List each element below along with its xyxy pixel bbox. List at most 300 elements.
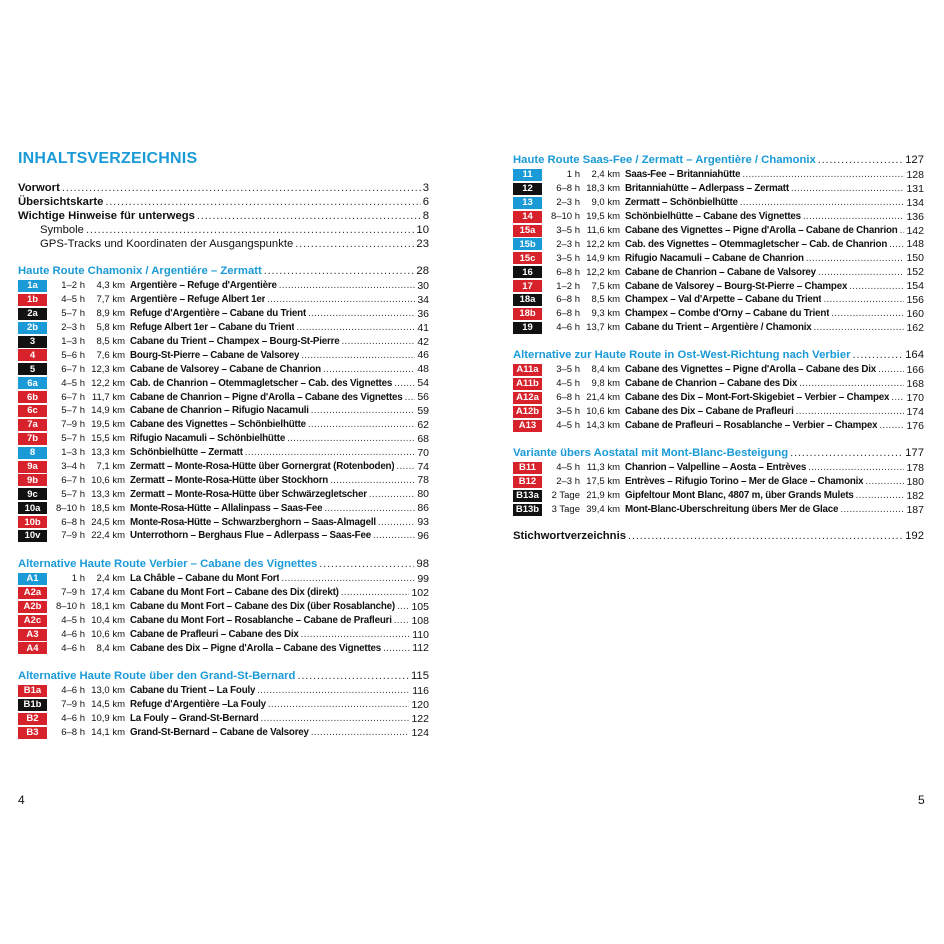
route-badge: 6b [18,391,47,403]
route-badge: 15a [513,225,542,237]
route-name: Cab. de Chanrion – Otemmagletscher – Cab. des Vignettes [130,377,393,389]
route-badge: 19 [513,322,542,334]
route-badge: 10a [18,502,47,514]
front-matter-list [18,182,429,251]
leader-dots [330,475,415,486]
route-duration: 4–6 h [61,642,85,654]
leader-dots [740,197,905,208]
route-page: 116 [412,684,429,697]
route-page: 162 [906,321,924,334]
route-badge: 18b [513,308,542,320]
route-duration: 2 Tage [551,490,580,502]
route-badge: 3 [18,336,47,348]
leader-dots [264,265,415,277]
route-page: 120 [411,698,429,711]
toc-section [513,349,924,432]
route-badge: 7a [18,419,47,431]
toc-entry[interactable] [18,182,429,196]
route-name: Unterrothorn – Berghaus Flue – Adlerpass – Saas-Fee [130,530,371,542]
section-page: 98 [416,558,429,570]
route-page: 108 [411,614,429,627]
route-badge: 13 [513,197,542,209]
route-badge: A3 [18,629,47,641]
route-distance: 7,6 km [96,349,125,361]
index-entry[interactable] [513,530,924,544]
route-row[interactable] [513,293,924,307]
route-row[interactable] [513,377,924,391]
route-row[interactable] [513,475,924,489]
route-duration: 5–7 h [61,433,85,445]
leader-dots [889,239,904,250]
route-name: La Châble – Cabane du Mont Fort [130,573,280,585]
route-page: 59 [417,404,429,417]
route-distance: 9,0 km [591,197,620,209]
route-name: Refuge d'Argentière –La Fouly [130,699,266,711]
section-heading[interactable] [18,670,429,684]
route-badge: 9a [18,461,47,473]
route-duration: 4–6 h [556,322,580,334]
section-title: Alternative Haute Route über den Grand-St-Bernard [18,670,296,682]
route-badge: 6a [18,377,47,389]
leader-dots [823,294,904,305]
page-title: INHALTSVERZEICHNIS [18,150,198,167]
route-row[interactable] [18,641,429,655]
route-name: Monte-Rosa-Hütte – Schwarzberghorn – Saas-Almagell [130,516,376,528]
leader-dots [790,447,903,459]
route-name: Cabane de Prafleuri – Rosablanche – Verbier – Champex [625,420,878,431]
route-row[interactable] [513,307,924,321]
route-page: 187 [906,503,924,516]
route-page: 110 [412,628,429,641]
leader-dots [808,462,904,473]
route-badge: B3 [18,727,47,739]
route-row[interactable] [18,362,429,376]
route-row[interactable] [513,503,924,517]
route-duration: 6–8 h [61,727,85,739]
route-badge: A1 [18,573,47,585]
route-badge: A4 [18,642,47,654]
entry-page: 10 [416,223,429,236]
route-distance: 9,3 km [591,308,620,320]
route-distance: 8,9 km [96,308,125,320]
toc-section [513,447,924,517]
route-distance: 18,5 km [91,502,125,514]
route-badge: 6c [18,405,47,417]
leader-dots [818,154,903,166]
toc-entry[interactable] [18,224,429,238]
route-distance: 10,6 km [91,629,125,640]
route-duration: 5–7 h [61,488,85,500]
route-row[interactable] [18,307,429,321]
leader-dots [628,530,903,542]
route-duration: 8–10 h [55,601,85,613]
route-row[interactable] [513,196,924,210]
route-row[interactable] [18,614,429,628]
route-row[interactable] [513,321,924,335]
route-page: 152 [906,266,924,279]
route-row[interactable] [18,321,429,335]
toc-entry[interactable] [18,196,429,210]
leader-dots [383,643,410,654]
route-distance: 12,3 km [91,363,125,375]
route-row[interactable] [18,335,429,349]
route-page: 124 [411,726,429,739]
route-duration: 5–7 h [61,405,85,417]
route-duration: 7–9 h [61,587,85,599]
route-row[interactable] [18,460,429,474]
route-row[interactable] [18,473,429,487]
route-row[interactable] [513,489,924,503]
section-page: 164 [905,349,924,361]
route-duration: 5–7 h [61,308,85,320]
toc-section [18,670,429,740]
route-row[interactable] [513,210,924,224]
route-duration: 7–9 h [61,530,85,542]
route-duration: 4–5 h [556,420,580,431]
route-name: Gipfeltour Mont Blanc, 4807 m, über Grands Mulets [625,490,854,502]
route-page: 48 [417,363,429,376]
route-row[interactable] [18,446,429,460]
route-page: 42 [417,335,429,348]
route-duration: 2–3 h [61,322,85,334]
route-row[interactable] [513,251,924,265]
section-page: 177 [905,447,924,459]
leader-dots [297,670,409,682]
route-row[interactable] [513,405,924,419]
route-name: Cabane de Chanrion – Cabane des Dix [625,378,798,390]
route-distance: 12,2 km [586,238,620,250]
route-badge: 15b [513,238,542,250]
route-distance: 8,4 km [96,642,125,654]
route-name: Cabane du Trient – La Fouly [130,685,256,697]
route-name: Zermatt – Schönbielhütte [625,197,738,209]
leader-dots [342,336,416,347]
route-page: 154 [906,280,924,293]
route-page: 74 [417,460,429,473]
leader-dots [197,210,421,222]
route-distance: 4,3 km [96,280,125,292]
route-row[interactable] [18,376,429,390]
route-name: Cabane des Vignettes – Pigne d'Arolla – Cabane de Chanrion [625,225,898,236]
route-name: Grand-St-Bernard – Cabane de Valsorey [130,727,309,739]
leader-dots [341,587,410,598]
route-badge: B1a [18,685,47,697]
section-title: Variante übers Aostatal mit Mont-Blanc-Besteigung [513,447,789,459]
route-duration: 1–3 h [61,447,85,459]
leader-dots [396,461,415,472]
leader-dots [796,406,905,417]
route-page: 34 [417,293,429,306]
route-row[interactable] [513,391,924,405]
route-row[interactable] [18,684,429,698]
route-duration: 4–5 h [61,615,85,627]
route-name: Zermatt – Monte-Rosa-Hütte über Stockhorn [130,474,329,486]
route-row[interactable] [18,293,429,307]
leader-dots [319,558,414,570]
route-distance: 10,6 km [91,474,125,486]
leader-dots [397,601,409,612]
toc-section [513,154,924,335]
route-page: 112 [412,642,429,655]
route-distance: 17,4 km [91,587,125,599]
route-row[interactable] [513,279,924,293]
leader-dots [311,727,410,738]
page-number-left: 4 [18,793,25,807]
route-duration: 4–6 h [61,629,85,640]
route-row[interactable] [513,265,924,279]
route-row[interactable] [18,487,429,501]
route-row[interactable] [18,418,429,432]
route-name: Refuge Albert 1er – Cabane du Trient [130,322,295,334]
route-row[interactable] [18,600,429,614]
route-badge: 17 [513,280,542,292]
section-heading[interactable] [18,558,429,572]
route-badge: A12a [513,392,542,404]
leader-dots [840,504,904,515]
route-page: 56 [417,391,429,404]
route-row[interactable] [513,237,924,251]
route-page: 102 [411,586,429,599]
route-page: 70 [417,446,429,459]
route-distance: 14,3 km [586,420,620,431]
entry-label: GPS-Tracks und Koordinaten der Ausgangspunkte [40,237,294,250]
route-name: Chanrion – Valpelline – Aosta – Entrèves [625,462,807,474]
route-distance: 11,3 km [586,462,620,474]
route-name: Cabane des Vignettes – Pigne d'Arolla – Cabane des Dix [625,364,877,376]
route-badge: 11 [513,169,542,181]
section-title: Haute Route Saas-Fee / Zermatt – Argentière / Chamonix [513,154,816,166]
route-name: Mont-Blanc-Überschreitung übers Mer de Glace [625,504,839,516]
route-duration: 4–5 h [556,378,580,390]
route-name: Rifugio Nacamuli – Cabane de Chanrion [625,252,804,264]
route-badge: B2 [18,713,47,725]
route-duration: 6–8 h [556,266,580,278]
route-duration: 7–9 h [61,419,85,431]
route-duration: 3–5 h [556,406,580,418]
route-badge: 7b [18,433,47,445]
route-distance: 19,5 km [586,211,620,223]
route-badge: 8 [18,447,47,459]
route-duration: 4–5 h [61,294,85,306]
section-heading[interactable] [513,154,924,168]
route-duration: 3–4 h [61,461,85,473]
route-distance: 39,4 km [586,504,620,516]
route-distance: 13,0 km [91,685,125,697]
route-badge: B13b [513,504,542,516]
leader-dots [814,322,905,333]
route-name: Saas-Fee – Britanniahütte [625,169,741,181]
route-page: 62 [417,418,429,431]
leader-dots [799,378,904,389]
route-duration: 6–7 h [61,474,85,486]
route-duration: 1 h [71,573,85,585]
leader-dots [295,238,414,250]
route-row[interactable] [18,628,429,642]
route-duration: 2–3 h [556,238,580,250]
route-badge: 12 [513,183,542,195]
route-badge: 2a [18,308,47,320]
route-distance: 18,1 km [91,601,125,613]
route-row[interactable] [18,432,429,446]
section-page: 28 [416,265,429,277]
entry-page: 6 [422,195,429,208]
route-duration: 8–10 h [55,502,85,514]
route-name: Champex – Combe d'Orny – Cabane du Trient [625,308,830,320]
route-row[interactable] [18,404,429,418]
route-badge: 9c [18,488,47,500]
route-row[interactable] [18,712,429,726]
route-page: 148 [906,238,924,251]
toc-entry[interactable] [18,238,429,252]
leader-dots [378,517,415,528]
route-badge: 10v [18,530,47,542]
route-duration: 4–6 h [61,685,85,697]
route-badge: A13 [513,420,542,432]
route-name: Rifugio Nacamuli – Schönbielhütte [130,433,286,445]
section-heading[interactable] [513,447,924,461]
route-badge: 9b [18,474,47,486]
route-duration: 5–6 h [61,349,85,361]
leader-dots [287,433,415,444]
route-row[interactable] [513,363,924,377]
route-duration: 3–5 h [556,252,580,264]
entry-label: Übersichtskarte [18,195,104,208]
leader-dots [879,420,904,431]
route-distance: 9,8 km [591,378,620,390]
route-badge: 14 [513,211,542,223]
route-page: 176 [906,419,924,432]
route-page: 99 [417,572,429,585]
route-distance: 14,1 km [91,727,125,739]
route-duration: 4–6 h [61,713,85,725]
route-name: Cabane du Mont Fort – Cabane des Dix (über Rosablanche) [130,601,395,613]
route-row[interactable] [18,726,429,740]
leader-dots [245,447,416,458]
route-badge: 2b [18,322,47,334]
section-heading[interactable] [18,265,429,279]
route-name: Monte-Rosa-Hütte – Allalinpass – Saas-Fee [130,502,323,514]
route-name: Zermatt – Monte-Rosa-Hütte über Schwärzegletscher [130,488,367,500]
leader-dots [257,685,410,696]
section-heading[interactable] [513,349,924,363]
route-page: 68 [417,432,429,445]
route-row[interactable] [18,515,429,529]
route-name: Cab. des Vignettes – Otemmagletscher – Cab. de Chanrion [625,238,888,250]
route-row[interactable] [513,182,924,196]
route-row[interactable] [18,501,429,515]
route-name: Bourg-St-Pierre – Cabane de Valsorey [130,349,300,361]
route-page: 80 [417,488,429,501]
route-distance: 13,3 km [91,447,125,459]
route-badge: 4 [18,349,47,361]
route-name: Schönbielhütte – Cabane des Vignettes [625,211,801,223]
route-page: 136 [906,210,924,223]
route-row[interactable] [513,461,924,475]
route-row[interactable] [513,168,924,182]
route-duration: 1–2 h [61,280,85,292]
route-page: 105 [411,600,429,613]
leader-dots [308,308,415,319]
route-row[interactable] [513,419,924,433]
leader-dots [369,489,416,500]
route-distance: 8,5 km [591,294,620,306]
leader-dots [308,419,415,430]
route-distance: 10,6 km [586,406,620,418]
route-distance: 14,9 km [586,252,620,264]
route-badge: 10b [18,516,47,528]
route-duration: 6–7 h [61,363,85,375]
route-badge: 16 [513,266,542,278]
route-row[interactable] [18,586,429,600]
route-row[interactable] [18,572,429,586]
route-row[interactable] [18,348,429,362]
route-badge: A11a [513,364,542,376]
route-badge: A2b [18,601,47,613]
route-name: Cabane de Chanrion – Pigne d'Arolla – Cabane des Vignettes [130,391,403,403]
route-distance: 8,5 km [96,336,125,347]
leader-dots [296,322,415,333]
route-distance: 13,7 km [586,322,620,334]
route-name: Schönbielhütte – Zermatt [130,447,243,459]
route-duration: 6–8 h [556,294,580,306]
route-row[interactable] [18,698,429,712]
section-page: 127 [905,154,924,166]
page-number-right: 5 [918,793,925,807]
route-page: 156 [906,293,924,306]
route-name: Cabane de Valsorey – Cabane de Chanrion [130,363,321,375]
route-distance: 18,3 km [586,183,620,195]
route-page: 180 [906,475,924,488]
route-duration: 4–5 h [61,377,85,389]
entry-page: 8 [422,209,429,222]
route-distance: 11,7 km [91,391,125,403]
route-name: Cabane du Mont Fort – Cabane des Dix (direkt) [130,587,339,599]
route-page: 170 [906,391,924,404]
leader-dots [86,224,414,236]
route-duration: 1–2 h [556,280,580,292]
route-duration: 6–8 h [61,516,85,528]
route-row[interactable] [513,224,924,238]
route-page: 150 [906,252,924,265]
leader-dots [261,713,410,724]
route-row[interactable] [18,529,429,543]
route-name: Cabane des Vignettes – Schönbielhütte [130,419,306,431]
leader-dots [301,350,415,361]
route-badge: 18a [513,294,542,306]
route-row[interactable] [18,279,429,293]
route-row[interactable] [18,390,429,404]
route-badge: B11 [513,462,542,474]
toc-entry[interactable] [18,210,429,224]
route-name: Cabane de Prafleuri – Cabane des Dix [130,629,299,640]
route-distance: 21,4 km [586,392,620,404]
entry-page: 3 [422,182,429,194]
route-page: 30 [417,279,429,292]
route-badge: 1a [18,280,47,292]
leader-dots [853,349,904,361]
route-duration: 8–10 h [550,211,580,223]
route-page: 36 [417,307,429,320]
route-duration: 6–7 h [61,391,85,403]
route-page: 122 [411,712,429,725]
section-page: 115 [410,670,429,682]
route-name: Cabane du Trient – Argentière / Chamonix [625,322,812,334]
route-distance: 17,5 km [586,476,620,488]
route-name: Cabane des Dix – Pigne d'Arolla – Cabane des Vignettes [130,642,382,654]
route-badge: B1b [18,699,47,711]
route-name: Refuge d'Argentière – Cabane du Trient [130,308,307,320]
route-name: Cabane des Dix – Cabane de Prafleuri [625,406,794,418]
